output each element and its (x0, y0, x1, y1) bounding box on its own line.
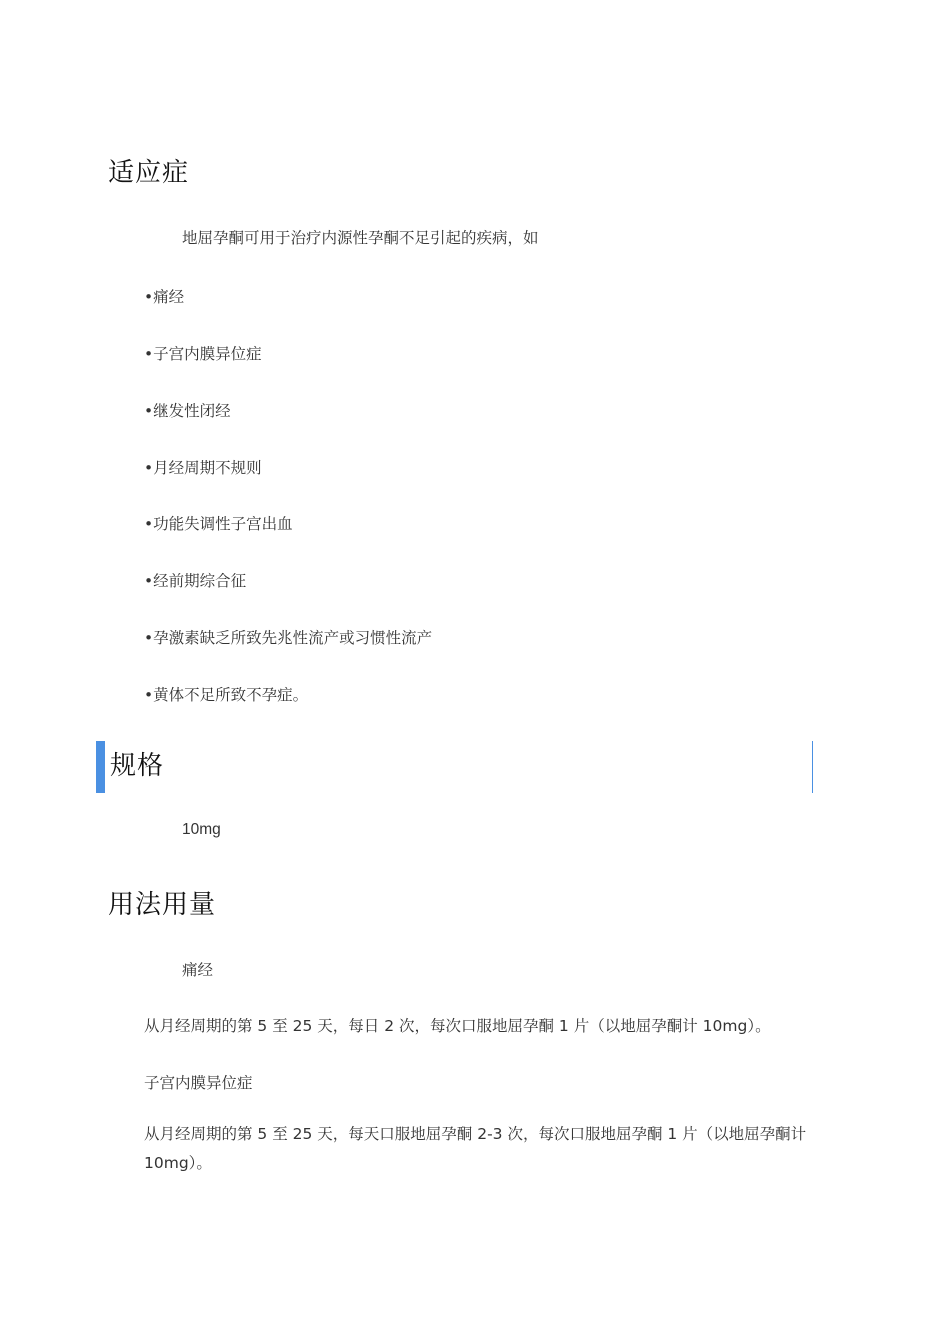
dosage-subheading-endometriosis: 子宫内膜异位症 (144, 1074, 253, 1092)
indication-item: •子宫内膜异位症 (144, 345, 262, 363)
indication-item: •继发性闭经 (144, 402, 231, 420)
indications-heading: 适应症 (108, 158, 190, 188)
dosage-text-endometriosis: 从月经周期的第 5 至 25 天，每天口服地屈孕酮 2-3 次，每次口服地屈孕酮 1 片（以地屈孕酮计 10mg）。 (144, 1125, 807, 1172)
indication-item: •功能失调性子宫出血 (144, 515, 293, 533)
spec-heading: 规格 (110, 751, 165, 781)
indication-item: •经前期综合征 (144, 572, 247, 590)
indication-item: •黄体不足所致不孕症。 (144, 686, 309, 704)
indication-item: •月经周期不规则 (144, 459, 262, 477)
dosage-heading: 用法用量 (108, 890, 217, 920)
dosage-subheading-dysmenorrhea: 痛经 (182, 961, 214, 979)
indication-item: •孕激素缺乏所致先兆性流产或习惯性流产 (144, 629, 433, 647)
dosage-text-dysmenorrhea: 从月经周期的第 5 至 25 天，每日 2 次，每次口服地屈孕酮 1 片（以地屈孕酮计 10mg）。 (144, 1017, 771, 1035)
indications-intro: 地屈孕酮可用于治疗内源性孕酮不足引起的疾病，如 (182, 229, 539, 247)
section-accent-line (812, 741, 813, 793)
section-accent-bar (96, 741, 105, 793)
spec-value: 10mg (182, 821, 221, 838)
indication-item: •痛经 (144, 288, 185, 306)
